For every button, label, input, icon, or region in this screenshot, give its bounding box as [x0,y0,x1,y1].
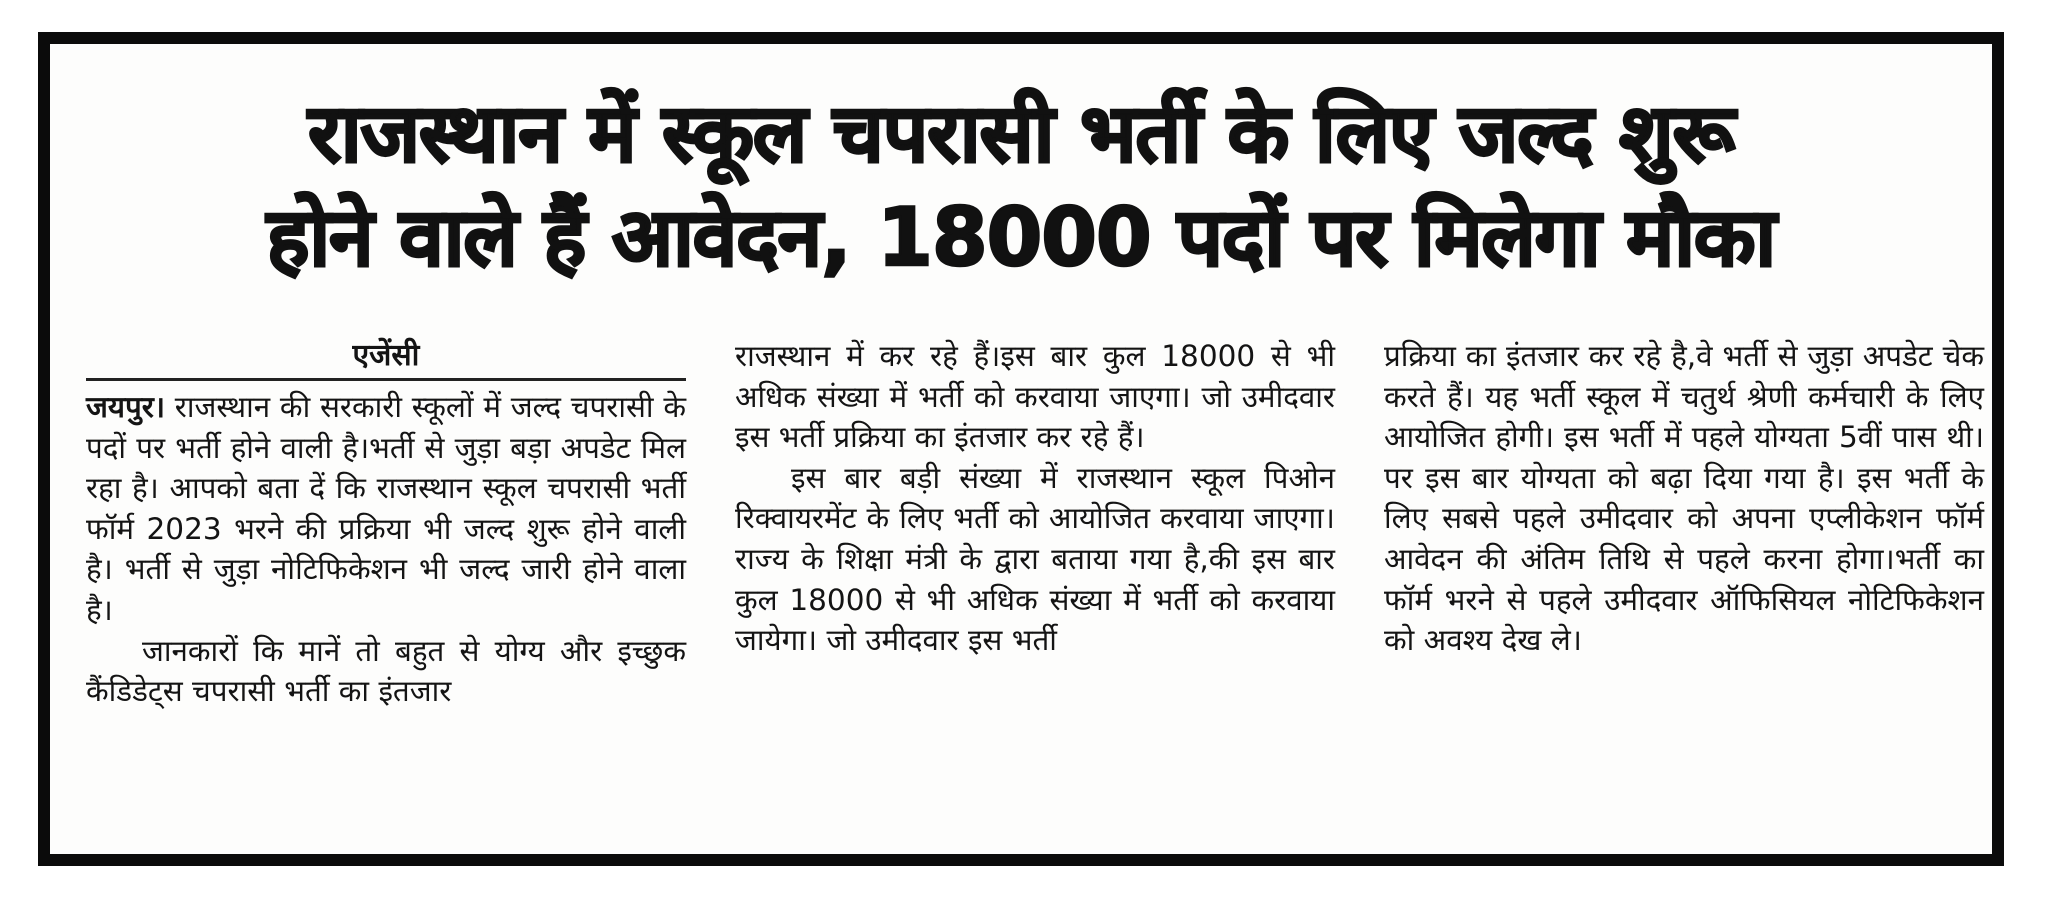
dateline: जयपुर। [86,390,166,424]
article-column-3 [1384,336,1984,661]
column-1-paragraph-1-text: राजस्थान की सरकारी स्कूलों में जल्द चपरासी के पदों पर भर्ती होने वाली है।भर्ती से जुड़ा बड़ा अपडेट मिल रहा है। आपको बता दें कि राजस्थान स्कूल चपरासी भर्ती फॉर्म 2023 भरने की प्रक्रिया भी जल्द शुरू होने वाली है। भर्ती से जुड़ा नोटिफिकेशन भी जल्द जारी होने वाला है। [86,390,686,627]
headline [90,82,1952,290]
column-1-paragraph-1 [86,387,686,631]
byline: एजेंसी [352,338,420,373]
headline-line-2: होने वाले हैं आवेदन, 18000 पदों पर मिलेगा मौका [266,191,1776,284]
column-3-paragraph-1: प्रक्रिया का इंतजार कर रहे है,वे भर्ती से जुड़ा अपडेट चेक करते हैं। यह भर्ती स्कूल में चतुर्थ श्रेणी कर्मचारी के लिए आयोजित होगी। इस भर्ती में पहले योग्यता 5वीं पास थी। पर इस बार योग्यता को बढ़ा दिया गया है। इस भर्ती के लिए सबसे पहले उमीदवार को अपना एप्लीकेशन फॉर्म आवेदन की अंतिम तिथि से पहले करना होगा।भर्ती का फॉर्म भरने से पहले उमीदवार ऑफिसियल नोटिफिकेशन को अवश्य देख ले। [1384,339,1984,658]
article-column-2 [735,336,1335,661]
news-clipping-frame [38,32,2004,866]
article-column-1 [86,336,686,712]
headline-line-1: राजस्थान में स्कूल चपरासी भर्ती के लिए जल्द शुरू [308,87,1734,180]
column-2-paragraph-1: राजस्थान में कर रहे हैं।इस बार कुल 18000 से भी अधिक संख्या में भर्ती को करवाया जाएगा। जो उमीदवार इस भर्ती प्रक्रिया का इंतजार कर रहे हैं। [735,339,1335,455]
byline-divider [86,378,686,381]
column-2-paragraph-2: इस बार बड़ी संख्या में राजस्थान स्कूल पिओन रिक्वायरमेंट के लिए भर्ती को आयोजित करवाया जाएगा। राज्य के शिक्षा मंत्री के द्वारा बताया गया है,की इस बार कुल 18000 से भी अधिक संख्या में भर्ती को करवाया जायेगा। जो उमीदवार इस भर्ती [735,460,1335,658]
column-1-paragraph-2: जानकारों कि मानें तो बहुत से योग्य और इच्छुक कैंडिडेट्स चपरासी भर्ती का इंतजार [86,633,686,709]
